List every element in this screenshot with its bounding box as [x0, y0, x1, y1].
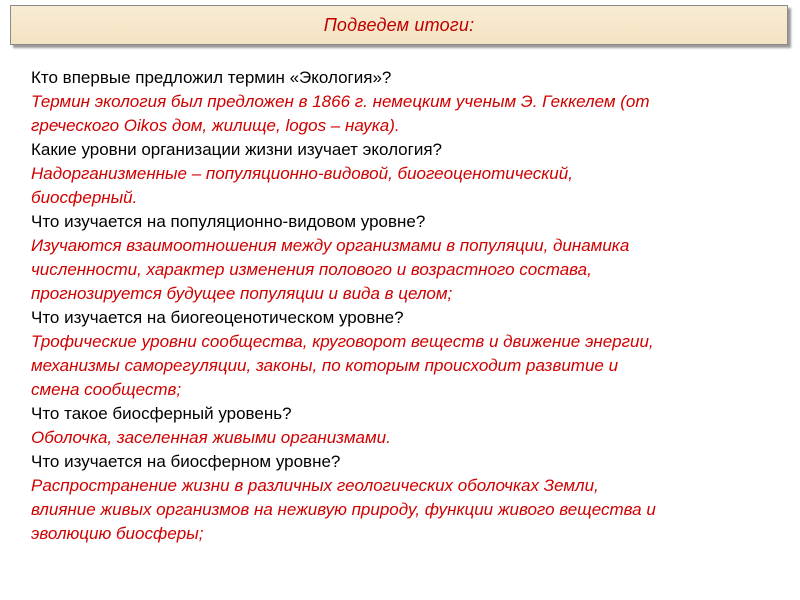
- answer-1-line-1: Термин экология был предложен в 1866 г. немецким ученым Э. Геккелем (от: [31, 92, 650, 111]
- slide-title: Подведем итоги:: [323, 14, 475, 35]
- question-5: Что такое биосферный уровень?: [31, 404, 292, 423]
- title-banner: [10, 5, 788, 45]
- answer-1-line-2: греческого Oikos дом, жилище, logos – наука).: [31, 116, 400, 135]
- answer-6-line-3: эволюцию биосферы;: [31, 524, 204, 543]
- answer-3-line-3: прогнозируется будущее популяции и вида в целом;: [31, 284, 453, 303]
- question-3: Что изучается на популяционно-видовом уровне?: [31, 212, 426, 231]
- answer-4-line-1: Трофические уровни сообщества, круговорот веществ и движение энергии,: [31, 332, 654, 351]
- answer-6-line-1: Распространение жизни в различных геологических оболочках Земли,: [31, 476, 599, 495]
- answer-4-line-3: смена сообществ;: [31, 380, 182, 399]
- question-6: Что изучается на биосферном уровне?: [31, 452, 341, 471]
- answer-5-line-1: Оболочка, заселенная живыми организмами.: [31, 428, 391, 447]
- answer-2-line-2: биосферный.: [31, 188, 138, 207]
- summary-content: [31, 66, 776, 546]
- answer-6-line-2: влияние живых организмов на неживую природу, функции живого вещества и: [31, 500, 656, 519]
- question-1: Кто впервые предложил термин «Экология»?: [31, 68, 392, 87]
- answer-2-line-1: Надорганизменные – популяционно-видовой, биогеоценотический,: [31, 164, 573, 183]
- answer-3-line-1: Изучаются взаимоотношения между организмами в популяции, динамика: [31, 236, 630, 255]
- answer-3-line-2: численности, характер изменения полового и возрастного состава,: [31, 260, 592, 279]
- answer-4-line-2: механизмы саморегуляции, законы, по которым происходит развитие и: [31, 356, 619, 375]
- question-2: Какие уровни организации жизни изучает экология?: [31, 140, 442, 159]
- question-4: Что изучается на биогеоценотическом уровне?: [31, 308, 404, 327]
